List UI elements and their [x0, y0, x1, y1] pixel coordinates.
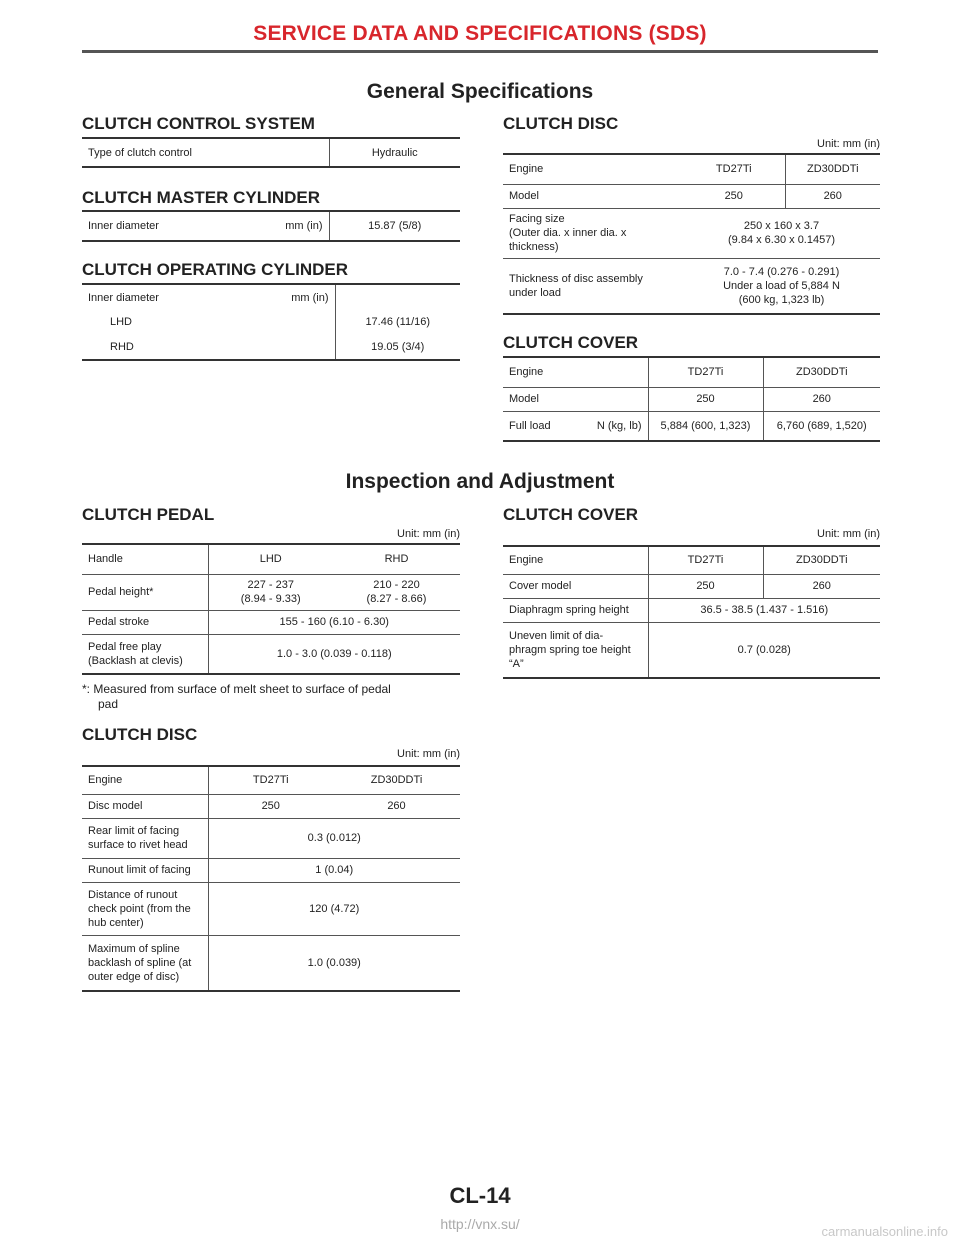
page-header-title: SERVICE DATA AND SPECIFICATIONS (SDS): [253, 22, 707, 45]
clutch-pedal-heading: CLUTCH PEDAL: [82, 505, 215, 524]
table-row: Handle LHD RHD: [82, 544, 460, 574]
table-row: Thickness of disc assembly under load 7.0 - 7.4 (0.276 - 0.291) Under a load of 5,884 N (600 kg, 1,323 lb): [503, 258, 880, 314]
unit-label: Unit: mm (in): [817, 138, 880, 150]
inspection-adjustment-heading: Inspection and Adjustment: [345, 470, 615, 493]
table-row: RHD 19.05 (3/4): [82, 334, 460, 360]
clutch-master-cylinder-heading: CLUTCH MASTER CYLINDER: [82, 188, 320, 207]
clutch-operating-cylinder-heading: CLUTCH OPERATING CYLINDER: [82, 260, 349, 279]
clutch-operating-cylinder-table: [82, 283, 460, 361]
table-row: Engine TD27Ti ZD30DDTi: [503, 357, 880, 387]
clutch-disc-spec-table: [503, 153, 880, 315]
clutch-cover-heading: CLUTCH COVER: [503, 333, 639, 352]
table-row: Engine TD27Ti ZD30DDTi: [503, 546, 880, 574]
table-row: Inner diameter mm (in) 15.87 (5/8): [82, 211, 460, 241]
table-row: Disc model 250 260: [82, 794, 460, 818]
general-specifications-heading: General Specifications: [366, 80, 594, 103]
clutch-control-system-heading: CLUTCH CONTROL SYSTEM: [82, 114, 315, 133]
table-row: Maximum of spline backlash of spline (at outer edge of disc) 1.0 (0.039): [82, 935, 460, 991]
unit-label: Unit: mm (in): [397, 748, 460, 760]
clutch-master-cylinder-table: [82, 210, 460, 242]
inspection-clutch-disc-heading: CLUTCH DISC: [82, 725, 198, 744]
unit-label: Unit: mm (in): [397, 528, 460, 540]
table-row: Type of clutch control Hydraulic: [82, 138, 460, 167]
clutch-cover-spec-table: [503, 356, 880, 442]
watermark: carmanualsonline.info: [821, 1224, 948, 1239]
inspection-clutch-disc-table: [82, 765, 460, 992]
table-row: Engine TD27Ti ZD30DDTi: [82, 766, 460, 794]
table-row: Model 250 260: [503, 184, 880, 208]
table-row: Engine TD27Ti ZD30DDTi: [503, 154, 880, 184]
table-row: Uneven limit of dia- phragm spring toe height “A” 0.7 (0.028): [503, 622, 880, 678]
clutch-disc-heading: CLUTCH DISC: [503, 114, 619, 133]
page-number: CL-14: [449, 1183, 511, 1208]
inspection-clutch-cover-heading: CLUTCH COVER: [503, 505, 639, 524]
table-row: Cover model 250 260: [503, 574, 880, 598]
table-row: LHD 17.46 (11/16): [82, 310, 460, 334]
table-row: Diaphragm spring height 36.5 - 38.5 (1.437 - 1.516): [503, 598, 880, 622]
table-row: Distance of runout check point (from the hub center) 120 (4.72): [82, 882, 460, 935]
source-url: http://vnx.su/: [440, 1216, 520, 1232]
table-row: Facing size (Outer dia. x inner dia. x thickness) 250 x 160 x 3.7 (9.84 x 6.30 x 0.1457): [503, 208, 880, 258]
table-row: Pedal stroke 155 - 160 (6.10 - 6.30): [82, 610, 460, 634]
table-row: Pedal height* 227 - 237 (8.94 - 9.33) 210 - 220 (8.27 - 8.66): [82, 574, 460, 610]
table-row: Full load N (kg, lb) 5,884 (600, 1,323) 6,760 (689, 1,520): [503, 411, 880, 441]
table-row: Pedal free play (Backlash at clevis) 1.0 - 3.0 (0.039 - 0.118): [82, 634, 460, 674]
unit-label: Unit: mm (in): [817, 528, 880, 540]
table-row: Rear limit of facing surface to rivet head 0.3 (0.012): [82, 818, 460, 858]
table-row: Inner diameter mm (in): [82, 284, 460, 310]
table-row: Runout limit of facing 1 (0.04): [82, 858, 460, 882]
clutch-pedal-table: [82, 543, 460, 675]
table-row: Model 250 260: [503, 387, 880, 411]
clutch-control-system-table: [82, 137, 460, 168]
pedal-footnote: *: Measured from surface of melt sheet to surface of pedal pad: [82, 682, 391, 711]
header-rule: [82, 50, 878, 53]
inspection-clutch-cover-table: [503, 545, 880, 679]
